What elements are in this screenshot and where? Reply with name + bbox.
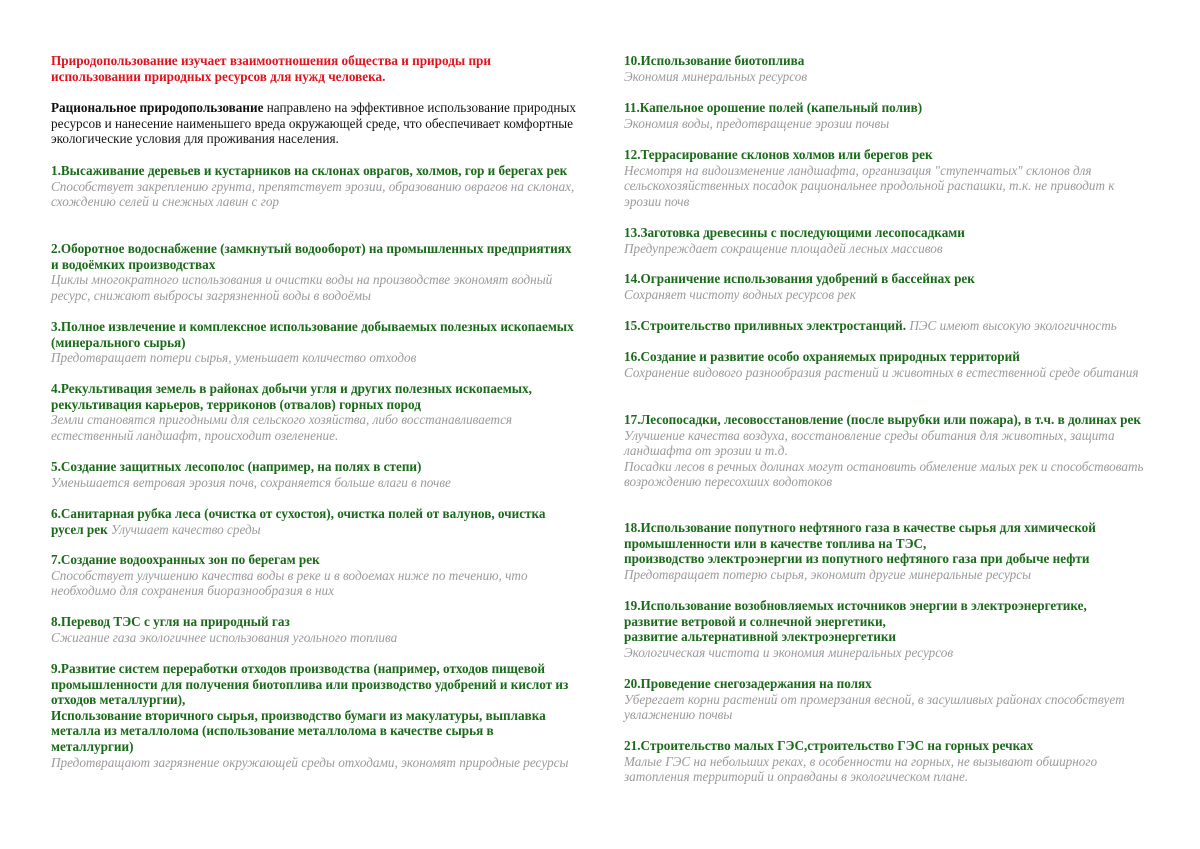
list-item <box>624 412 1144 490</box>
list-item <box>624 598 1144 660</box>
list-item <box>51 506 576 537</box>
item-desc: Предупреждает сокращение площадей лесных массивов <box>624 240 943 256</box>
item-title: 4.Рекультивация земель в районах добычи угля и других полезных ископаемых, рекультивация карьеров, терриконов (отвалов) горных пород <box>51 381 532 412</box>
item-title: 2.Оборотное водоснабжение (замкнутый водооборот) на промышленных предприятиях и водоёмких производствах <box>51 241 572 272</box>
item-title: 1.Высаживание деревьев и кустарников на склонах оврагов, холмов, гор и берегах рек <box>51 163 568 178</box>
item-desc: Предотвращает потери сырья, уменьшает количество отходов <box>51 350 417 366</box>
item-title: 8.Перевод ТЭС с угля на природный газ <box>51 614 290 629</box>
item-title-continued: Использование вторичного сырья, производство бумаги из макулатуры, выплавка металла из металлолома (использование металлолома в качестве сырья в металлургии) <box>51 707 546 754</box>
list-item <box>51 459 576 490</box>
item-desc: Уменьшается ветровая эрозия почв, сохраняется больше влаги в почве <box>51 474 451 490</box>
item-title: 16.Создание и развитие особо охраняемых природных территорий <box>624 349 1020 364</box>
item-title: 18.Использование попутного нефтяного газа в качестве сырья для химической промышленности или в качестве топлива на ТЭС, <box>624 520 1096 551</box>
item-desc: Предотвращают загрязнение окружающей среды отходами, экономят природные ресурсы <box>51 754 569 770</box>
list-item <box>624 520 1144 582</box>
list-item <box>624 225 1144 256</box>
item-desc: Экологическая чистота и экономия минеральных ресурсов <box>624 644 954 660</box>
list-item <box>51 381 576 443</box>
item-desc: Сжигание газа экологичнее использования угольного топлива <box>51 629 398 645</box>
list-item <box>624 271 1144 302</box>
item-desc: Циклы многократного использования и очистки воды на производстве экономят водный ресурс, снижают выбросы загрязненной воды в водоёмы <box>51 272 553 303</box>
item-title: 6.Санитарная рубка леса (очистка от сухостоя), очистка полей от валунов, очистка русел рек <box>51 506 546 537</box>
list-item <box>624 318 1144 334</box>
item-title: 11.Капельное орошение полей (капельный полив) <box>624 100 923 115</box>
item-desc: Способствует улучшению качества воды в реке и в водоемах ниже по течению, что необходимо для сохранения биоразнообразия в них <box>51 567 528 599</box>
item-title: 12.Террасирование склонов холмов или берегов рек <box>624 147 933 162</box>
item-desc: Способствует закреплению грунта, препятствует эрозии, образованию оврагов на склонах, схождению селей и снежных лавин с гор <box>51 178 575 210</box>
item-desc-continued: Посадки лесов в речных долинах могут остановить обмеление малых рек и способствовать возрождению пересохших водотоков <box>624 458 1144 490</box>
item-desc: Сохраняет чистоту водных ресурсов рек <box>624 286 856 302</box>
list-item <box>51 319 576 366</box>
item-title: 21.Строительство малых ГЭС,строительство ГЭС на горных речках <box>624 738 1034 753</box>
item-desc: ПЭС имеют высокую экологичность <box>909 318 1117 333</box>
item-desc: Улучшает качество среды <box>111 521 261 537</box>
item-title: 15.Строительство приливных электростанций <box>624 318 903 333</box>
item-title: 5.Создание защитных лесополос (например, на полях в степи) <box>51 459 422 474</box>
item-desc: Экономия минеральных ресурсов <box>624 68 808 84</box>
list-item <box>624 147 1144 209</box>
item-desc: Улучшение качества воздуха, восстановление среды обитания для животных, защита ландшафта от эрозии и т.д. <box>624 427 1115 459</box>
list-item <box>51 552 576 599</box>
item-title: 3.Полное извлечение и комплексное использование добываемых полезных ископаемых (минерального сырья) <box>51 319 574 350</box>
item-title: 7.Создание водоохранных зон по берегам рек <box>51 552 320 567</box>
intro-definition: Природопользование изучает взаимоотношения общества и природы при использовании природных ресурсов для нужд человека. <box>51 53 491 84</box>
rational-term: Рациональное природопользование <box>51 100 264 115</box>
list-item <box>51 614 576 645</box>
item-title: 9.Развитие систем переработки отходов производства (например, отходов пищевой промышленности для получения биотоплива или производство удобрений и кислот из отходов металлургии), <box>51 661 569 708</box>
list-item <box>624 53 1144 84</box>
list-item <box>624 676 1144 723</box>
item-title-continued: развитие альтернативной электроэнергетики <box>624 629 897 645</box>
item-title: 20.Проведение снегозадержания на полях <box>624 676 872 691</box>
list-item <box>624 349 1144 380</box>
list-item <box>51 163 576 210</box>
item-title-continued: развитие ветровой и солнечной энергетики, <box>624 613 886 629</box>
item-title: 10.Использование биотоплива <box>624 53 805 68</box>
item-title: 13.Заготовка древесины с последующими лесопосадками <box>624 225 965 240</box>
list-item <box>624 100 1144 131</box>
item-title-continued: производство электроэнергии из попутного нефтяного газа при добыче нефти <box>624 551 1090 567</box>
list-item <box>624 738 1144 785</box>
item-desc: Предотвращает потерю сырья, экономит другие минеральные ресурсы <box>624 566 1032 582</box>
item-desc: Уберегает корни растений от промерзания весной, в засушливых районах способствует увлажнению почвы <box>624 691 1125 723</box>
item-desc: Земли становятся пригодными для сельского хозяйства, либо восстанавливается естественный ландшафт, происходит озеленение. <box>51 412 513 443</box>
item-separator: . <box>902 318 910 333</box>
item-desc: Несмотря на видоизменение ландшафта, организация "ступенчатых" склонов для сельскохозяйственных посадок рациональнее продольной распашки, т.к. не приводит к эрозии почв <box>624 162 1115 209</box>
item-title: 14.Ограничение использования удобрений в бассейнах рек <box>624 271 975 286</box>
list-item <box>51 661 576 770</box>
item-title: 17.Лесопосадки, лесовосстановление (после вырубки или пожара), в т.ч. в долинах рек <box>624 412 1141 427</box>
rational-text: направлено на эффективное использование природных ресурсов и нанесение наименьшего вреда окружающей среде, что обеспечивает комфортные экологические условия для проживания населения. <box>51 100 576 147</box>
item-title: 19.Использование возобновляемых источников энергии в электроэнергетике, <box>624 598 1087 613</box>
item-desc: Малые ГЭС на небольших реках, в особенности на горных, не вызывают обширного затопления территорий и оправданы в экологическом плане. <box>624 753 1098 785</box>
item-desc: Сохранение видового разнообразия растений и животных в естественной среде обитания <box>624 364 1139 380</box>
list-item <box>51 241 576 303</box>
intro-rational <box>51 100 576 147</box>
item-desc: Экономия воды, предотвращение эрозии почвы <box>624 115 890 131</box>
